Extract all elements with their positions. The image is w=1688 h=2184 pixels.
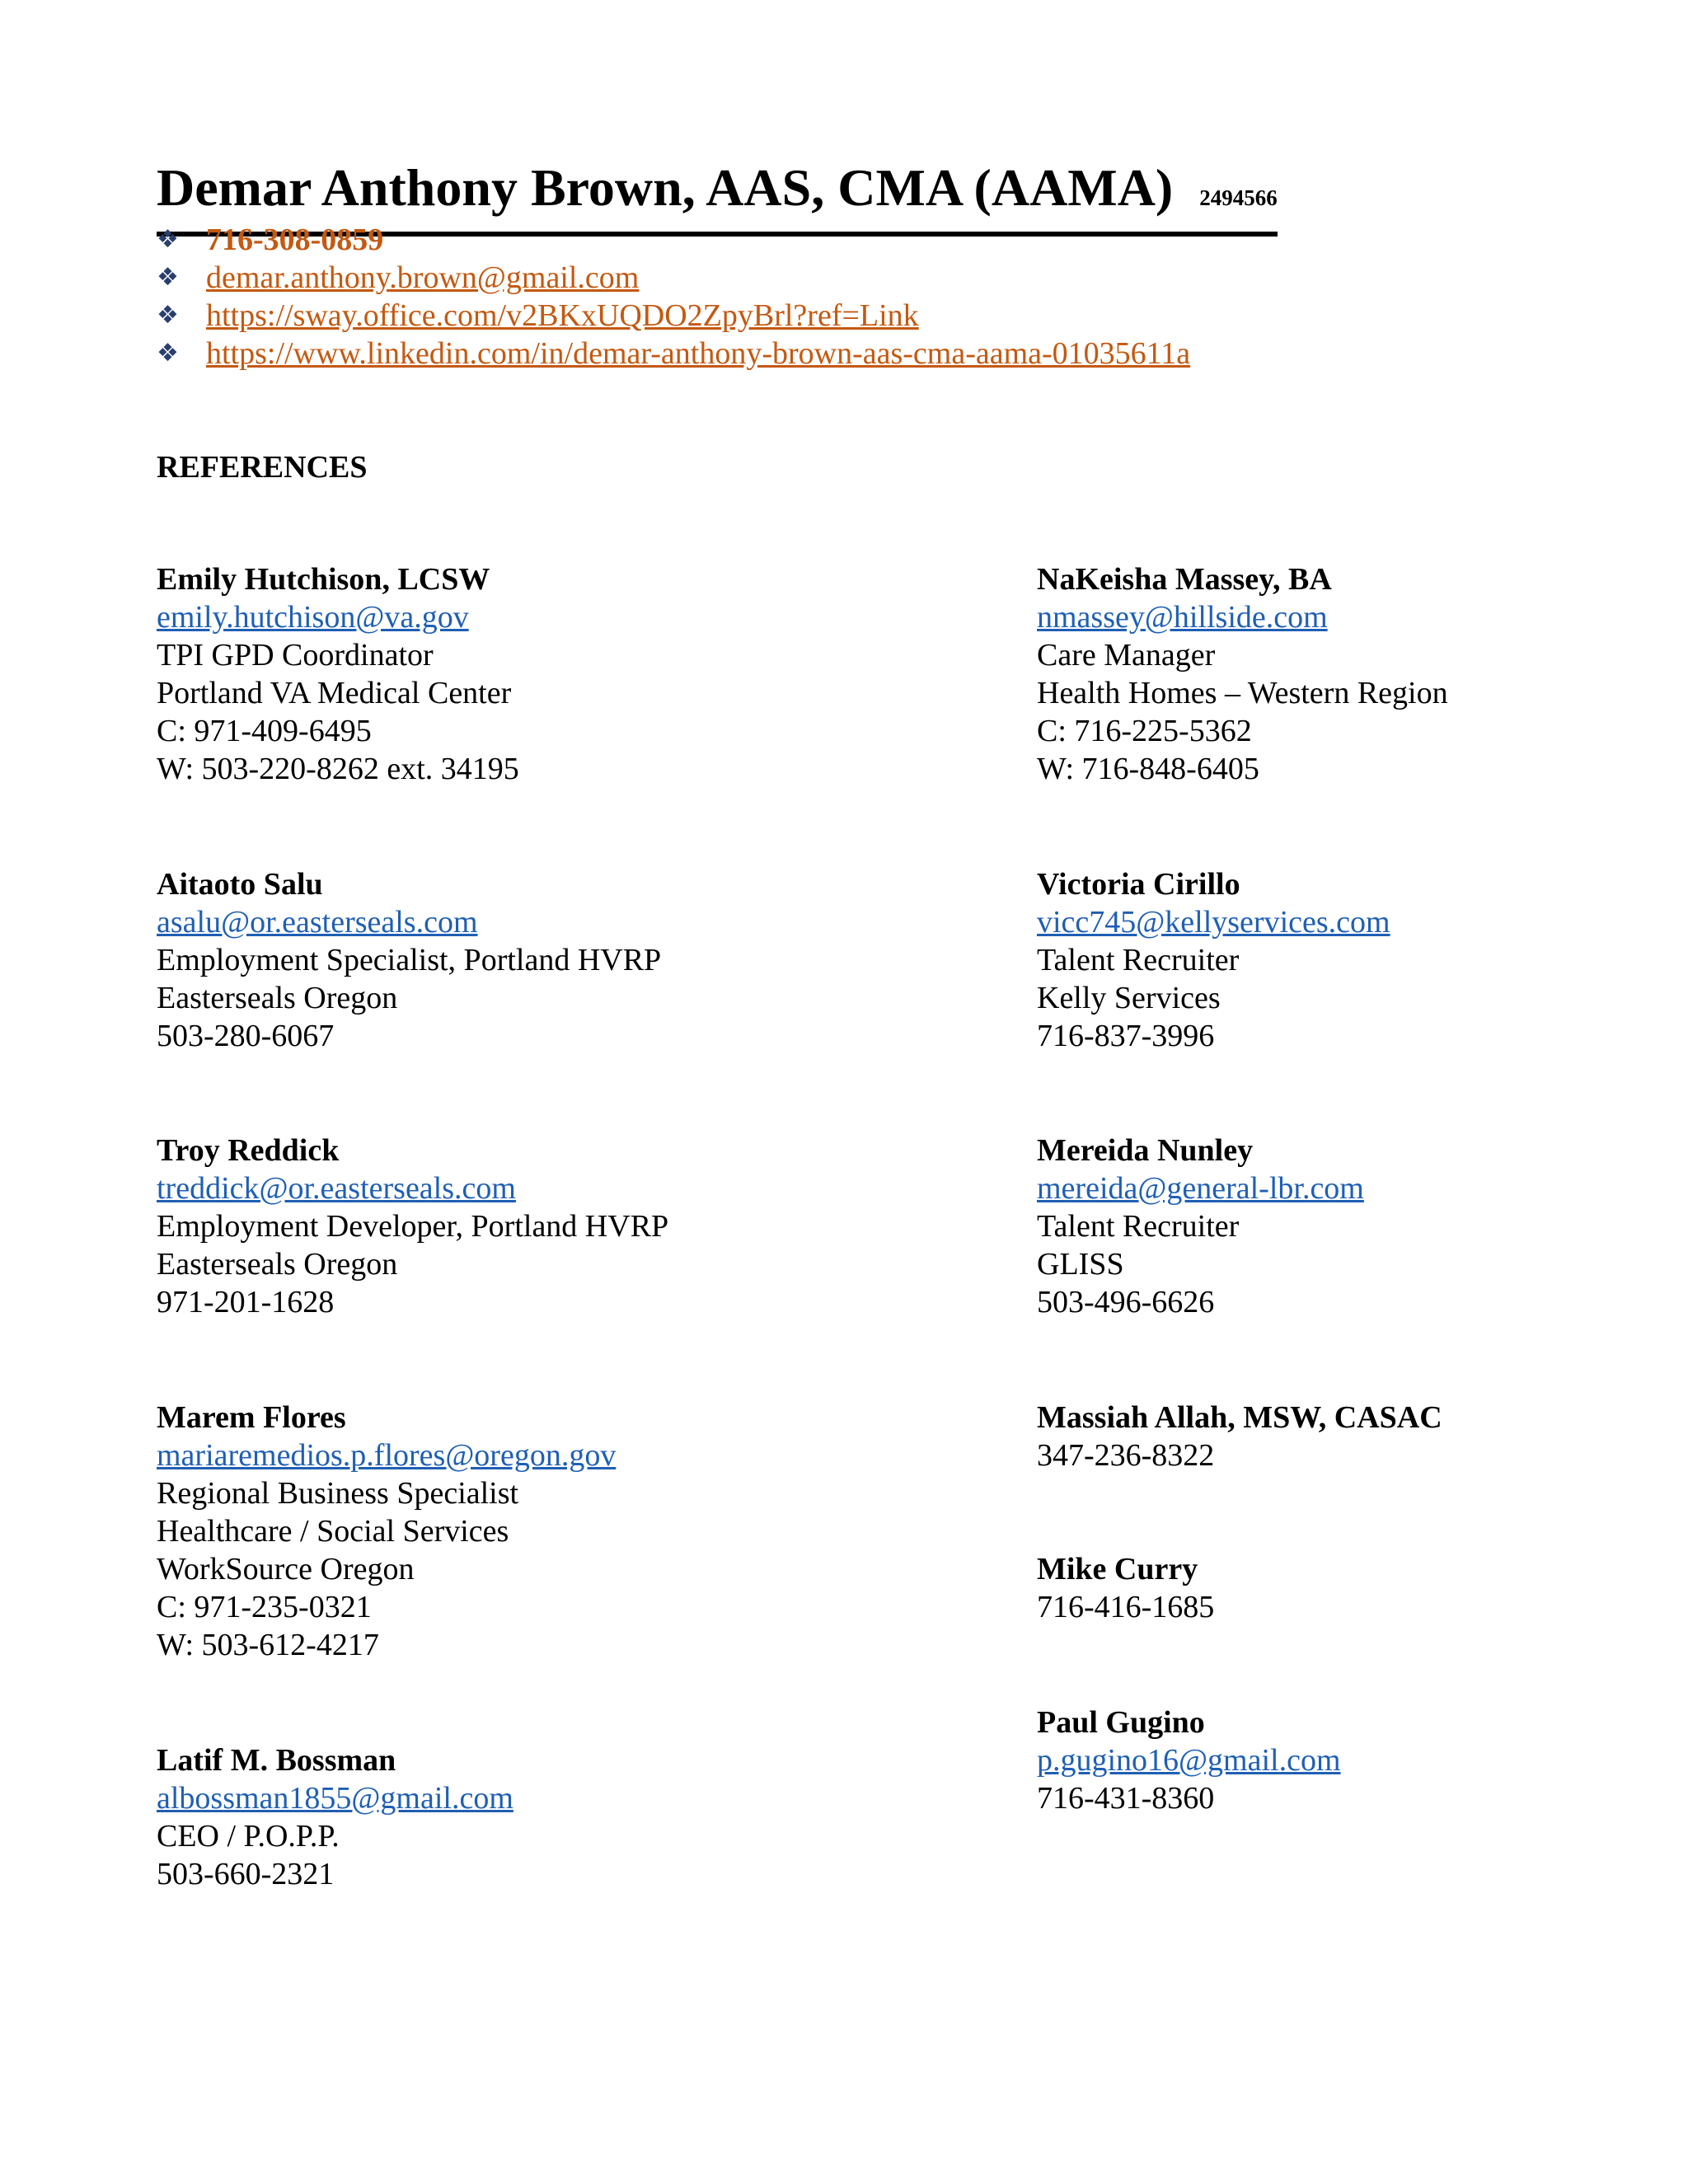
reference-entry <box>1037 865 1390 1055</box>
four-diamond-bullet-icon: ❖ <box>157 339 179 368</box>
four-diamond-bullet-icon: ❖ <box>157 225 179 254</box>
reference-name: Paul Gugino <box>1037 1705 1205 1740</box>
reference-organization: Easterseals Oregon <box>157 1247 398 1282</box>
contact-item-linkedin <box>157 335 1190 373</box>
reference-title: Talent Recruiter <box>1037 1209 1240 1244</box>
reference-department: Healthcare / Social Services <box>157 1514 509 1549</box>
candidate-id: 2494566 <box>1199 185 1278 210</box>
references-heading: REFERENCES <box>157 450 368 485</box>
reference-name: Latif M. Bossman <box>157 1743 396 1778</box>
reference-organization: Health Homes – Western Region <box>1037 676 1448 710</box>
reference-email-link[interactable]: mereida@general-lbr.com <box>1037 1171 1364 1206</box>
reference-email-link[interactable]: p.gugino16@gmail.com <box>1037 1743 1341 1778</box>
reference-entry <box>1037 1550 1214 1626</box>
reference-email-link[interactable]: mariaremedios.p.flores@oregon.gov <box>157 1438 617 1473</box>
email-link[interactable]: demar.anthony.brown@gmail.com <box>206 260 640 295</box>
reference-name: Troy Reddick <box>157 1133 340 1168</box>
reference-email-link[interactable]: nmassey@hillside.com <box>1037 600 1328 635</box>
reference-entry <box>157 865 661 1055</box>
phone-number: 716-308-0859 <box>206 223 384 257</box>
contact-list <box>157 221 1190 373</box>
reference-name: Mereida Nunley <box>1037 1133 1254 1168</box>
reference-name: Mike Curry <box>1037 1552 1198 1586</box>
reference-title: Employment Developer, Portland HVRP <box>157 1209 669 1244</box>
reference-email-link[interactable]: emily.hutchison@va.gov <box>157 600 469 635</box>
reference-organization: Portland VA Medical Center <box>157 676 512 710</box>
reference-title: TPI GPD Coordinator <box>157 638 434 673</box>
sway-link[interactable]: https://sway.office.com/v2BKxUQDO2ZpyBrl?ref=Link <box>206 298 919 333</box>
reference-phone: 503-496-6626 <box>1037 1285 1215 1319</box>
reference-name: Victoria Cirillo <box>1037 867 1240 902</box>
reference-cell-phone: C: 971-235-0321 <box>157 1590 372 1624</box>
reference-title: Employment Specialist, Portland HVRP <box>157 943 662 977</box>
reference-phone: 347-236-8322 <box>1037 1438 1215 1473</box>
reference-name: Aitaoto Salu <box>157 867 323 902</box>
reference-entry <box>157 1132 668 1321</box>
reference-phone: 716-431-8360 <box>1037 1781 1215 1816</box>
contact-item-sway <box>157 297 1190 335</box>
reference-email-link[interactable]: asalu@or.easterseals.com <box>157 905 478 940</box>
reference-organization: Kelly Services <box>1037 981 1221 1015</box>
reference-name: Emily Hutchison, LCSW <box>157 562 490 597</box>
reference-entry <box>157 560 519 788</box>
reference-email-link[interactable]: vicc745@kellyservices.com <box>1037 905 1390 940</box>
reference-phone: 971-201-1628 <box>157 1285 335 1319</box>
reference-name: NaKeisha Massey, BA <box>1037 562 1332 597</box>
reference-title: Regional Business Specialist <box>157 1476 519 1511</box>
reference-organization: Easterseals Oregon <box>157 981 398 1015</box>
reference-entry <box>1037 1399 1442 1474</box>
reference-entry <box>157 1741 513 1893</box>
reference-title: CEO / P.O.P.P. <box>157 1819 340 1854</box>
reference-entry <box>157 1399 616 1664</box>
reference-name: Marem Flores <box>157 1400 346 1435</box>
linkedin-link[interactable]: https://www.linkedin.com/in/demar-anthony-brown-aas-cma-aama-01035611a <box>206 336 1191 371</box>
reference-work-phone: W: 716-848-6405 <box>1037 752 1259 786</box>
four-diamond-bullet-icon: ❖ <box>157 301 179 330</box>
reference-phone: 716-837-3996 <box>1037 1019 1215 1053</box>
reference-work-phone: W: 503-612-4217 <box>157 1628 379 1662</box>
reference-phone: 503-660-2321 <box>157 1857 335 1891</box>
contact-item-phone <box>157 221 1190 259</box>
contact-item-email <box>157 259 1190 297</box>
reference-entry <box>1037 1132 1364 1321</box>
four-diamond-bullet-icon: ❖ <box>157 263 179 292</box>
reference-cell-phone: C: 716-225-5362 <box>1037 714 1252 748</box>
reference-entry <box>1037 1704 1341 1817</box>
reference-organization: GLISS <box>1037 1247 1124 1282</box>
reference-entry <box>1037 560 1448 788</box>
reference-phone: 716-416-1685 <box>1037 1590 1215 1624</box>
reference-title: Care Manager <box>1037 638 1216 673</box>
reference-email-link[interactable]: albossman1855@gmail.com <box>157 1781 513 1816</box>
reference-title: Talent Recruiter <box>1037 943 1240 977</box>
reference-work-phone: W: 503-220-8262 ext. 34195 <box>157 752 519 786</box>
reference-organization: WorkSource Oregon <box>157 1552 415 1586</box>
reference-email-link[interactable]: treddick@or.easterseals.com <box>157 1171 516 1206</box>
reference-phone: 503-280-6067 <box>157 1019 335 1053</box>
candidate-name: Demar Anthony Brown, AAS, CMA (AAMA) <box>157 158 1174 217</box>
reference-name: Massiah Allah, MSW, CASAC <box>1037 1400 1442 1435</box>
reference-cell-phone: C: 971-409-6495 <box>157 714 372 748</box>
